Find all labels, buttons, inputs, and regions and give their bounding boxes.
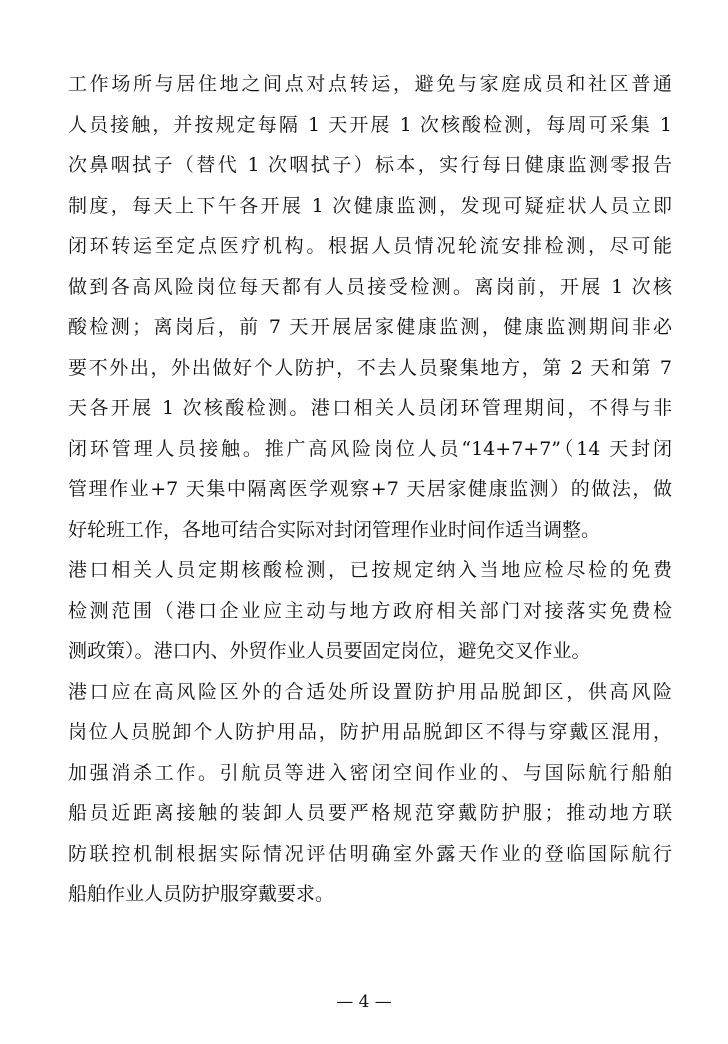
page-number: — 4 — [336, 992, 392, 1012]
text-line-1: 工作场所与居住地之间点对点转运，避免与家庭成员和社区普通 [68, 73, 672, 95]
text-line-2: 人员接触，并按规定每隔 1 天开展 1 次核酸检测，每周可采集 1 [68, 113, 672, 136]
text-line-9: 天各开展 1 次核酸检测。港口相关人员闭环管理期间，不得与非 [68, 397, 672, 419]
text-line-4: 制度，每天上下午各开展 1 次健康监测，发现可疑症状人员立即 [68, 194, 672, 217]
text-line-13: 港口相关人员定期核酸检测，已按规定纳入当地应检尽检的免费 [68, 559, 672, 581]
text-line-17: 岗位人员脱卸个人防护用品，防护用品脱卸区不得与穿戴区混用， [68, 721, 672, 743]
text-line-18: 加强消杀工作。引航员等进入密闭空间作业的、与国际航行船舶 [68, 761, 672, 784]
text-line-15: 测政策）。港口内、外贸作业人员要固定岗位，避免交叉作业。 [68, 640, 591, 662]
body-text [68, 64, 672, 915]
text-line-20: 防联控机制根据实际情况评估明确室外露天作业的登临国际航行 [68, 842, 672, 865]
text-line-12: 好轮班工作，各地可结合实际对封闭管理作业时间作适当调整。 [68, 518, 601, 541]
text-line-3: 次鼻咽拭子（替代 1 次咽拭子）标本，实行每日健康监测零报告 [68, 154, 672, 176]
text-line-16: 港口应在高风险区外的合适处所设置防护用品脱卸区，供高风险 [68, 680, 672, 703]
text-line-14: 检测范围（港口企业应主动与地方政府相关部门对接落实免费检 [68, 599, 672, 622]
text-line-7: 酸检测；离岗后，前 7 天开展居家健康监测，健康监测期间非必 [68, 316, 672, 338]
text-line-19: 船员近距离接触的装卸人员要严格规范穿戴防护服；推动地方联 [68, 802, 672, 824]
text-line-8: 要不外出，外出做好个人防护，不去人员聚集地方，第 2 天和第 7 [68, 356, 672, 379]
text-line-11: 管理作业+7 天集中隔离医学观察+7 天居家健康监测）的做法，做 [68, 478, 672, 500]
text-line-21: 船舶作业人员防护服穿戴要求。 [68, 883, 335, 905]
text-line-5: 闭环转运至定点医疗机构。根据人员情况轮流安排检测，尽可能 [68, 235, 672, 257]
text-line-10: 闭环管理人员接触。推广高风险岗位人员“14+7+7”（14 天封闭 [68, 437, 672, 460]
text-line-6: 做到各高风险岗位每天都有人员接受检测。离岗前，开展 1 次核 [68, 275, 672, 298]
